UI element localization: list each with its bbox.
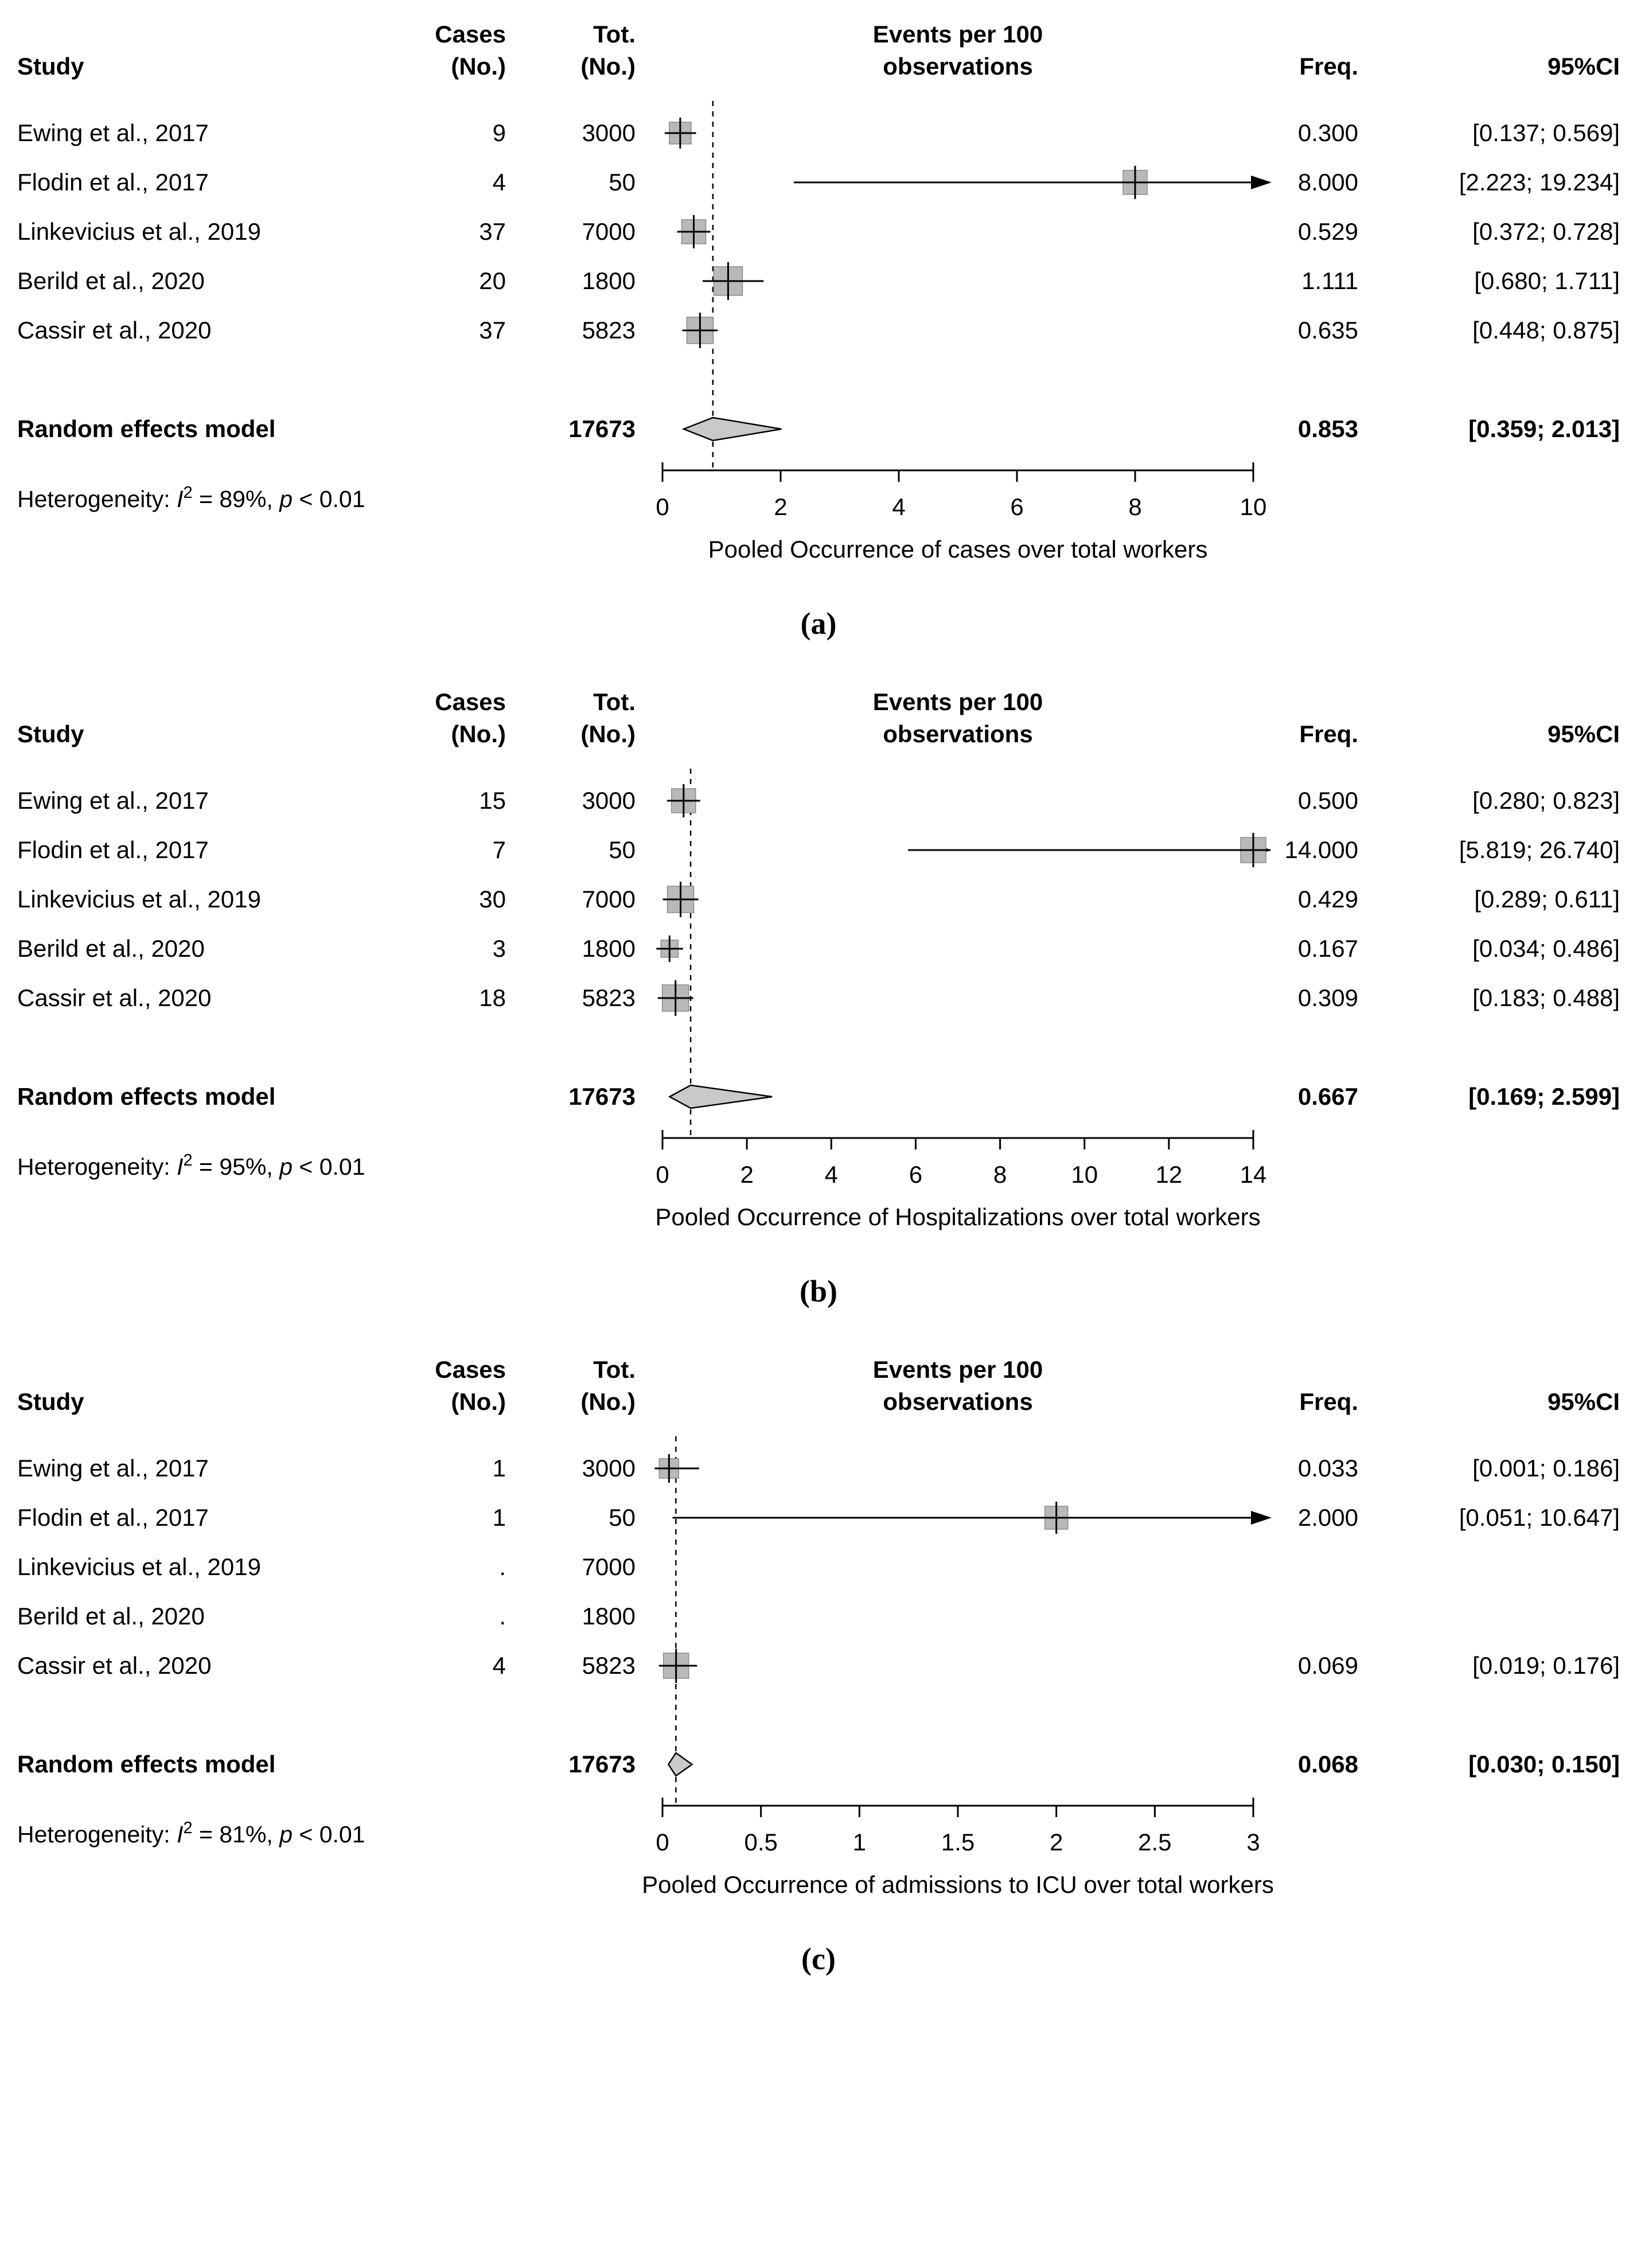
ci-arrow-right (1251, 1511, 1272, 1525)
summary-total: 17673 (568, 1083, 636, 1110)
col-header-ci: 95%CI (1547, 1388, 1620, 1415)
x-tick-label: 4 (824, 1161, 838, 1188)
summary-ci: [0.359; 2.013] (1468, 415, 1620, 442)
summary-name: Random effects model (17, 1083, 276, 1110)
study-cases: 1 (492, 1455, 506, 1482)
forest-panel-c (0, 1346, 1637, 2013)
x-tick-label: 1 (852, 1829, 867, 1856)
study-cases: 37 (479, 317, 506, 344)
study-total: 1800 (582, 1603, 636, 1630)
panel-label-b: (b) (800, 1274, 837, 1308)
forest-plot-c (0, 1346, 1637, 1925)
summary-total: 17673 (568, 415, 636, 442)
study-cases: 20 (479, 267, 506, 294)
forest-svg (0, 10, 1637, 590)
x-axis-title: Pooled Occurrence of admissions to ICU over total workers (642, 1871, 1274, 1898)
study-total: 50 (609, 836, 636, 863)
study-ci: [0.372; 0.728] (1472, 218, 1620, 245)
study-name: Flodin et al., 2017 (17, 1504, 209, 1531)
study-freq: 0.529 (1297, 218, 1358, 245)
x-axis-title: Pooled Occurrence of Hospitalizations over total workers (655, 1203, 1261, 1230)
col-header-cases: Cases (435, 21, 506, 48)
study-ci: [2.223; 19.234] (1459, 169, 1620, 196)
summary-total: 17673 (568, 1751, 636, 1778)
study-name: Cassir et al., 2020 (17, 1652, 212, 1679)
col-header-cases-unit: (No.) (451, 720, 506, 747)
col-header-observations: observations (883, 53, 1033, 80)
panel-label-c: (c) (801, 1942, 836, 1976)
study-cases: 37 (479, 218, 506, 245)
col-header-study: Study (17, 1388, 84, 1415)
study-name: Flodin et al., 2017 (17, 169, 209, 196)
study-name: Linkevicius et al., 2019 (17, 1553, 261, 1580)
study-name: Linkevicius et al., 2019 (17, 886, 261, 913)
study-freq: 0.167 (1297, 935, 1358, 962)
study-cases: 7 (492, 836, 506, 863)
study-name: Berild et al., 2020 (17, 1603, 205, 1630)
x-tick-label: 2 (774, 493, 788, 520)
study-freq: 0.069 (1297, 1652, 1358, 1679)
x-tick-label: 2 (1049, 1829, 1063, 1856)
ci-arrow-right (1251, 176, 1272, 189)
x-tick-label: 0.5 (744, 1829, 778, 1856)
x-tick-label: 0 (656, 1161, 669, 1188)
study-cases: 4 (492, 1652, 506, 1679)
study-ci: [0.448; 0.875] (1472, 317, 1620, 344)
study-cases: . (499, 1553, 506, 1580)
study-name: Ewing et al., 2017 (17, 119, 209, 146)
x-tick-label: 2 (740, 1161, 754, 1188)
panel-label-a: (a) (800, 606, 837, 641)
x-tick-label: 6 (909, 1161, 923, 1188)
col-header-ci: 95%CI (1547, 53, 1620, 80)
summary-name: Random effects model (17, 415, 276, 442)
study-cases: 4 (492, 169, 506, 196)
x-tick-label: 8 (1128, 493, 1142, 520)
study-cases: 18 (479, 984, 506, 1011)
study-ci: [0.280; 0.823] (1472, 787, 1620, 814)
col-header-events: Events per 100 (872, 21, 1043, 48)
study-name: Ewing et al., 2017 (17, 787, 209, 814)
forest-plot-b (0, 678, 1637, 1257)
summary-ci: [0.030; 0.150] (1468, 1751, 1620, 1778)
x-axis-title: Pooled Occurrence of cases over total workers (708, 536, 1208, 563)
study-freq: 0.033 (1297, 1455, 1358, 1482)
study-name: Berild et al., 2020 (17, 267, 205, 294)
study-total: 3000 (582, 787, 636, 814)
col-header-cases-unit: (No.) (451, 1388, 506, 1415)
col-header-freq: Freq. (1299, 53, 1358, 80)
col-header-freq: Freq. (1299, 720, 1358, 747)
x-tick-label: 8 (993, 1161, 1007, 1188)
study-freq: 0.300 (1297, 119, 1358, 146)
col-header-freq: Freq. (1299, 1388, 1358, 1415)
summary-diamond (668, 1753, 692, 1776)
col-header-total-unit: (No.) (580, 53, 636, 80)
x-tick-label: 0 (656, 1829, 669, 1856)
study-total: 7000 (582, 1553, 636, 1580)
x-tick-label: 10 (1071, 1161, 1098, 1188)
study-name: Flodin et al., 2017 (17, 836, 209, 863)
summary-freq: 0.068 (1297, 1751, 1358, 1778)
col-header-study: Study (17, 53, 84, 80)
col-header-ci: 95%CI (1547, 720, 1620, 747)
heterogeneity-text: Heterogeneity: $I^2 = 81\%$, p < 0.01 (17, 1819, 365, 1848)
study-ci: [0.183; 0.488] (1472, 984, 1620, 1011)
col-header-observations: observations (883, 1388, 1033, 1415)
study-total: 7000 (582, 886, 636, 913)
study-cases: 1 (492, 1504, 506, 1531)
study-ci: [0.034; 0.486] (1472, 935, 1620, 962)
forest-plot-a (0, 10, 1637, 590)
x-tick-label: 12 (1155, 1161, 1183, 1188)
study-ci: [0.289; 0.611] (1474, 886, 1620, 913)
col-header-cases-unit: (No.) (451, 53, 506, 80)
study-cases: 30 (479, 886, 506, 913)
study-total: 3000 (582, 119, 636, 146)
heterogeneity-text: Heterogeneity: $I^2 = 89\%$, p < 0.01 (17, 484, 365, 512)
forest-svg (0, 678, 1637, 1257)
summary-name: Random effects model (17, 1751, 276, 1778)
col-header-events: Events per 100 (872, 688, 1043, 715)
study-name: Ewing et al., 2017 (17, 1455, 209, 1482)
summary-ci: [0.169; 2.599] (1468, 1083, 1620, 1110)
study-cases: 15 (479, 787, 506, 814)
study-total: 5823 (582, 1652, 636, 1679)
study-total: 3000 (582, 1455, 636, 1482)
col-header-total: Tot. (593, 688, 636, 715)
study-ci: [0.019; 0.176] (1472, 1652, 1620, 1679)
study-name: Cassir et al., 2020 (17, 984, 212, 1011)
summary-diamond (684, 418, 781, 441)
x-tick-label: 4 (892, 493, 906, 520)
col-header-study: Study (17, 720, 84, 747)
study-freq: 0.500 (1297, 787, 1358, 814)
study-freq: 0.309 (1297, 984, 1358, 1011)
col-header-total-unit: (No.) (580, 720, 636, 747)
study-total: 50 (609, 169, 636, 196)
study-name: Berild et al., 2020 (17, 935, 205, 962)
study-freq: 14.000 (1284, 836, 1358, 863)
col-header-cases: Cases (435, 1356, 506, 1383)
x-tick-label: 14 (1240, 1161, 1267, 1188)
study-freq: 0.635 (1297, 317, 1358, 344)
forest-panel-b (0, 678, 1637, 1346)
summary-diamond (669, 1085, 772, 1108)
study-freq: 8.000 (1297, 169, 1358, 196)
forest-panel-a (0, 10, 1637, 678)
x-tick-label: 1.5 (941, 1829, 975, 1856)
col-header-observations: observations (883, 720, 1033, 747)
study-ci: [0.051; 10.647] (1459, 1504, 1620, 1531)
col-header-cases: Cases (435, 688, 506, 715)
forest-svg (0, 1346, 1637, 1925)
x-tick-label: 6 (1010, 493, 1024, 520)
study-total: 50 (609, 1504, 636, 1531)
study-total: 5823 (582, 984, 636, 1011)
col-header-total: Tot. (593, 1356, 636, 1383)
x-tick-label: 10 (1240, 493, 1267, 520)
x-tick-label: 2.5 (1138, 1829, 1172, 1856)
col-header-total-unit: (No.) (580, 1388, 636, 1415)
study-name: Linkevicius et al., 2019 (17, 218, 261, 245)
study-ci: [5.819; 26.740] (1459, 836, 1620, 863)
study-freq: 2.000 (1297, 1504, 1358, 1531)
study-ci: [0.680; 1.711] (1474, 267, 1620, 294)
study-name: Cassir et al., 2020 (17, 317, 212, 344)
study-total: 7000 (582, 218, 636, 245)
col-header-events: Events per 100 (872, 1356, 1043, 1383)
x-tick-label: 3 (1246, 1829, 1260, 1856)
summary-freq: 0.667 (1297, 1083, 1358, 1110)
study-total: 5823 (582, 317, 636, 344)
study-total: 1800 (582, 935, 636, 962)
study-ci: [0.001; 0.186] (1472, 1455, 1620, 1482)
study-cases: . (499, 1603, 506, 1630)
col-header-total: Tot. (593, 21, 636, 48)
study-cases: 9 (492, 119, 506, 146)
study-freq: 1.111 (1301, 267, 1358, 294)
study-freq: 0.429 (1297, 886, 1358, 913)
x-tick-label: 0 (656, 493, 669, 520)
study-ci: [0.137; 0.569] (1472, 119, 1620, 146)
study-cases: 3 (492, 935, 506, 962)
heterogeneity-text: Heterogeneity: $I^2 = 95\%$, p < 0.01 (17, 1151, 365, 1180)
summary-freq: 0.853 (1297, 415, 1358, 442)
study-total: 1800 (582, 267, 636, 294)
